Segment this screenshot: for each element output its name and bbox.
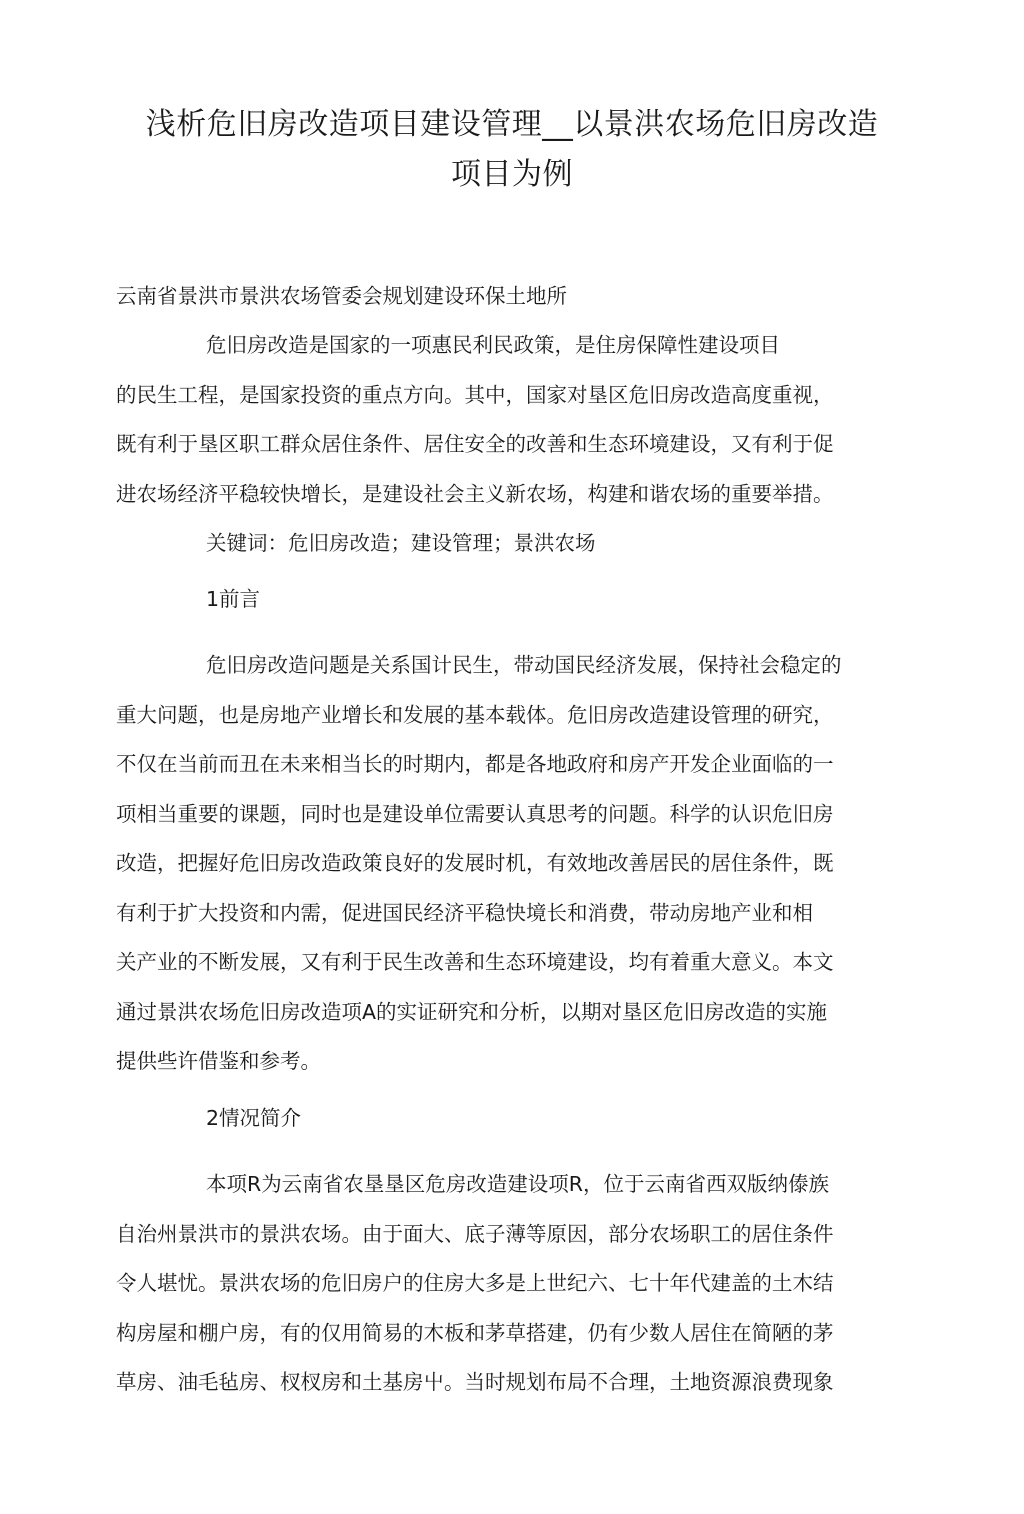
paragraph-line: 的民生工程，是国家投资的重点方向。其中，国家对垦区危旧房改造高度重视， bbox=[116, 382, 834, 407]
section-heading bbox=[116, 575, 866, 625]
paragraph-line: 本项R为云南省农垦垦区危房改造建设项R，位于云南省西双版纳傣族 bbox=[206, 1172, 829, 1196]
abstract-paragraph bbox=[116, 321, 866, 519]
title-line: 项目为例 bbox=[451, 156, 573, 192]
paragraph-line: 进农场经济平稳较快增长，是建设社会主义新农场，构建和谐农场的重要举措。 bbox=[116, 481, 834, 506]
section-2-heading: 2情况简介 bbox=[206, 1106, 302, 1130]
paragraph-line: 令人堪忧。景洪农场的危旧房户的住房大多是上世纪六、七十年代建盖的土木结 bbox=[116, 1271, 834, 1295]
paragraph-line: 通过景洪农场危旧房改造项A的实证研究和分析，以期对垦区危旧房改造的实施 bbox=[116, 999, 828, 1024]
paragraph-line: 危旧房改造是国家的一项惠民利民政策，是住房保障性建设项目 bbox=[206, 333, 780, 357]
paragraph-line: 提供些许借鉴和参考。 bbox=[116, 1049, 321, 1073]
paragraph-line: 自治州景洪市的景洪农场。由于面大、底子薄等原因，部分农场职工的居住条件 bbox=[116, 1221, 834, 1246]
section-2-paragraph bbox=[116, 1160, 866, 1408]
affiliation-text: 云南省景洪市景洪农场管委会规划建设环保土地所 bbox=[116, 284, 567, 308]
keywords-text: 关键词：危旧房改造；建设管理；景洪农场 bbox=[206, 531, 596, 555]
paper-title bbox=[100, 96, 924, 195]
paragraph-line: 既有利于垦区职工群众居住条件、居住安全的改善和生态环境建设，又有利于促 bbox=[116, 432, 834, 456]
paragraph-line: 不仅在当前而丑在未来相当长的时期内，都是各地政府和房产开发企业面临的一 bbox=[116, 752, 834, 776]
paragraph-line: 危旧房改造问题是关系国计民生，带动国民经济发展，保持社会稳定的 bbox=[206, 653, 842, 677]
paragraph-line: 重大问题，也是房地产业增长和发展的基本载体。危旧房改造建设管理的研究， bbox=[116, 702, 834, 727]
keywords bbox=[116, 519, 866, 569]
title-line: 浅析危旧房改造项目建设管理__以景洪农场危旧房改造 bbox=[145, 107, 879, 142]
paragraph-line: 关产业的不断发展，又有利于民生改善和生态环境建设，均有着重大意义。本文 bbox=[116, 950, 834, 974]
paragraph-line: 项相当重要的课题，同时也是建设单位需要认真思考的问题。科学的认识危旧房 bbox=[116, 801, 834, 826]
paragraph-line: 草房、油毛毡房、杈杈房和土基房屮。当时规划布局不合理，土地资源浪费现象 bbox=[116, 1370, 834, 1394]
paragraph-line: 构房屋和棚户房，有的仅用简易的木板和茅草搭建，仍有少数人居住在简陋的茅 bbox=[116, 1320, 834, 1345]
affiliation bbox=[116, 272, 866, 322]
section-heading bbox=[116, 1094, 866, 1144]
paragraph-line: 有利于扩大投资和内需，促进国民经济平稳快境长和消费，带动房地产业和相 bbox=[116, 900, 813, 925]
section-1-paragraph bbox=[116, 641, 866, 1087]
section-1-heading: 1前言 bbox=[206, 587, 261, 611]
paragraph-line: 改造，把握好危旧房改造政策良好的发展时机，有效地改善居民的居住条件，既 bbox=[116, 851, 834, 875]
